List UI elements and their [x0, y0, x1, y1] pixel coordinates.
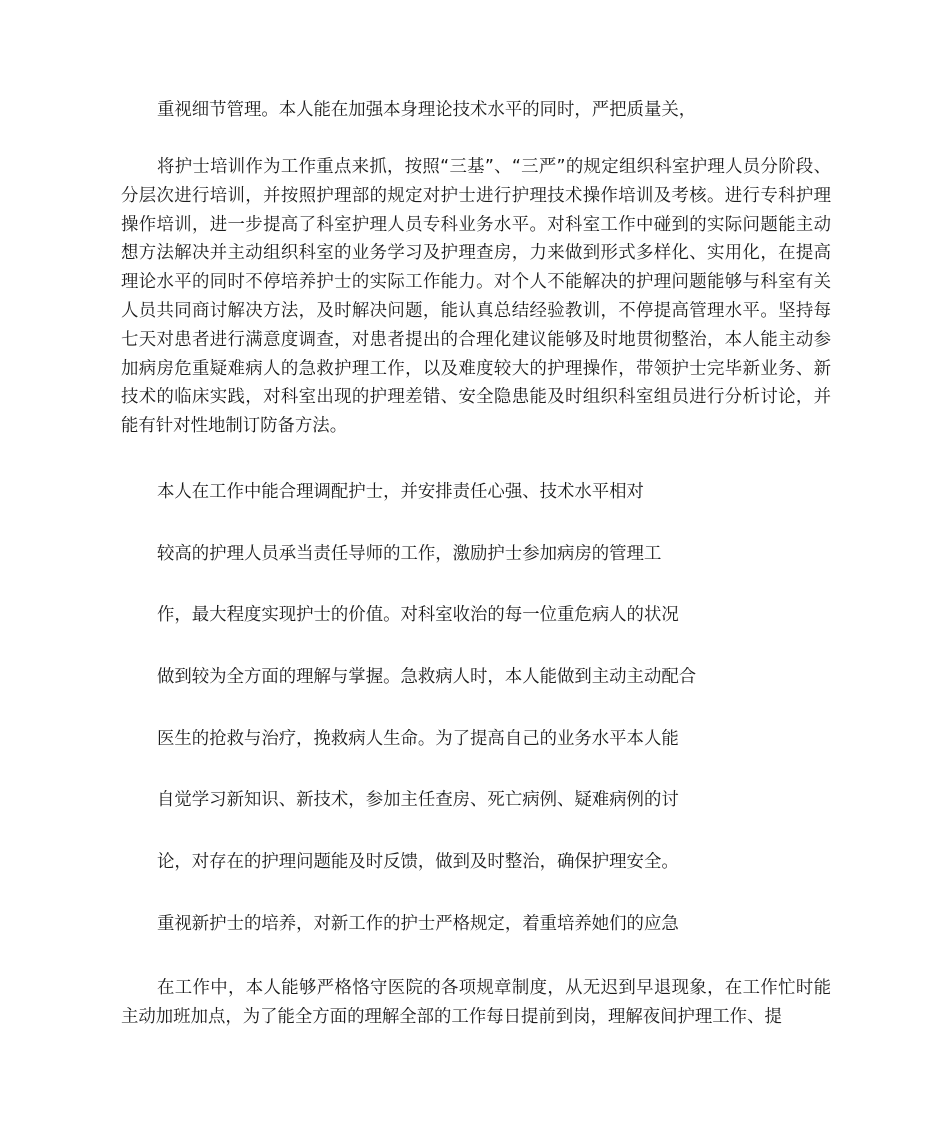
text-line-1: 本人在工作中能合理调配护士，并安排责任心强、技术水平相对: [157, 482, 644, 502]
text-line-7: 论，对存在的护理问题能及时反馈，做到及时整治，确保护理安全。: [157, 852, 679, 872]
text-line-4: 做到较为全方面的理解与掌握。急救病人时，本人能做到主动主动配合: [157, 667, 697, 687]
text-line-2: 较高的护理人员承当责任导师的工作，激励护士参加病房的管理工: [157, 544, 662, 564]
paragraph-detail-management: 重视细节管理。本人能在加强本身理论技术水平的同时，严把质量关，: [157, 100, 697, 120]
text-line-8: 重视新护士的培养，对新工作的护士严格规定，着重培养她们的应急: [157, 914, 679, 934]
text-line-3: 作，最大程度实现护士的价值。对科室收治的每一位重危病人的状况: [157, 605, 679, 625]
paragraph-nurse-training: 将护士培训作为工作重点来抓，按照“三基”、“三严”的规定组织科室护理人员分阶段、分层次进行培训，并按照护理部的规定对护士进行护理技术操作培训及考核。进行专科护理操作培训，进一步提高了科室护理人员专科业务水平。对科室工作中碰到的实际问题能主动想方法解决并主动组织科室的业务学习及护理查房，力来做到形式多样化、实用化，在提高理论水平的同时不停培养护士的实际工作能力。对个人不能解决的护理问题能够与科室有关人员共同商讨解决方法，及时解决问题，能认真总结经验教训，不停提高管理水平。坚持每七天对患者进行满意度调查，对患者提出的合理化建议能够及时地贯彻整治，本人能主动参加病房危重疑难病人的急救护理工作，以及难度较大的护理操作，带领护士完毕新业务、新技术的临床实践，对科室出现的护理差错、安全隐患能及时组织科室组员进行分析讨论，并能有针对性地制订防备方法。: [121, 157, 831, 437]
text-line-6: 自觉学习新知识、新技术，参加主任查房、死亡病例、疑难病例的讨: [157, 790, 679, 810]
text-line-5: 医生的抢救与治疗，挽救病人生命。为了提高自己的业务水平本人能: [157, 729, 679, 749]
paragraph-work-discipline: 在工作中，本人能够严格恪守医院的各项规章制度，从无迟到早退现象，在工作忙时能主动加班加点，为了能全方面的理解全部的工作每日提前到岗，理解夜间护理工作、提: [121, 978, 831, 1027]
